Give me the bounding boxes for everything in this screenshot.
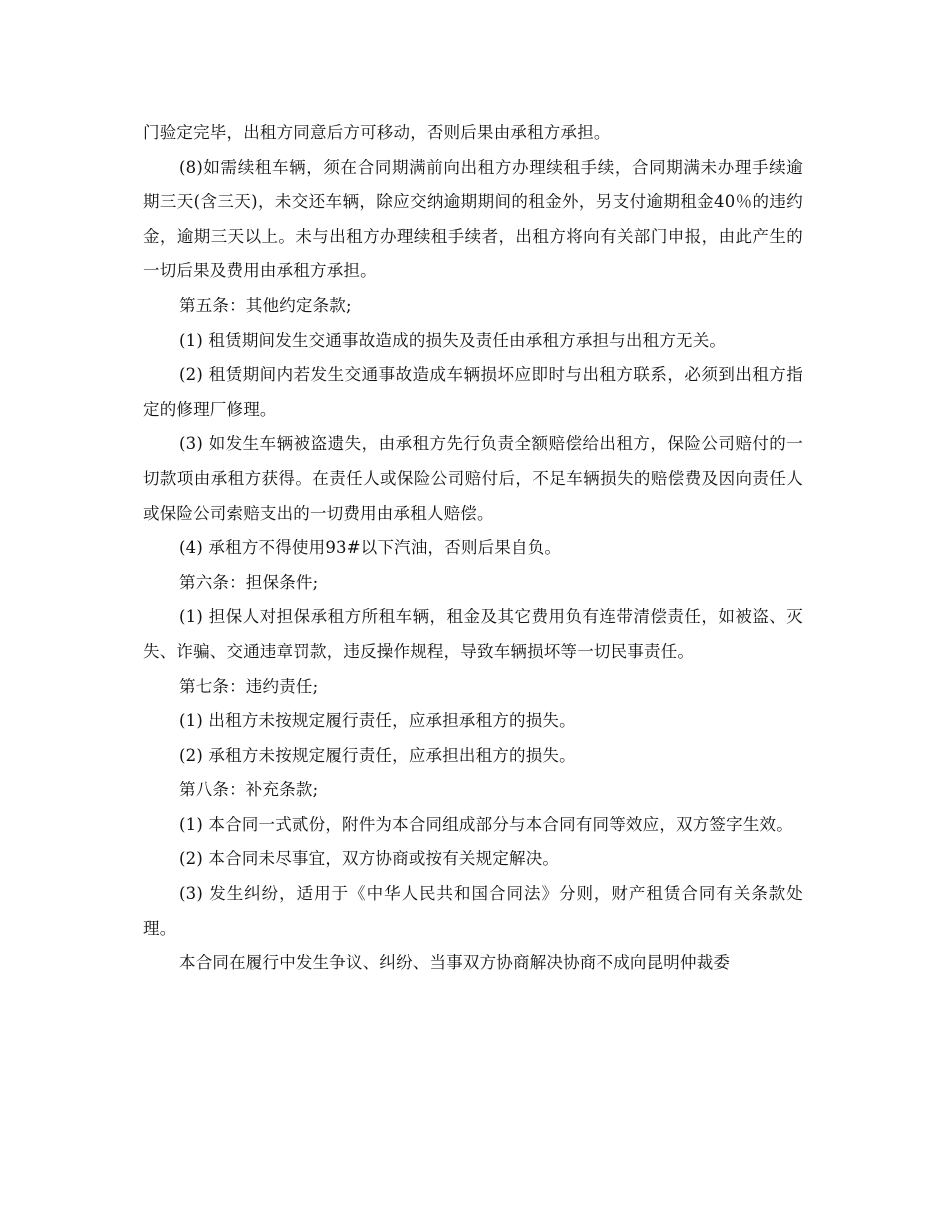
paragraph-5: (3) 如发生车辆被盗遗失，由承租方先行负责全额赔偿给出租方，保险公司赔付的一切款项由承租方获得。在责任人或保险公司赔付后，不足车辆损失的赔偿费及因向责任人或保险公司索赔支出的一切费用由承租人赔偿。: [143, 434, 803, 523]
paragraph-3: (1) 租赁期间发生交通事故造成的损失及责任由承租方承担与出租方无关。: [179, 330, 727, 350]
paragraph-8: (1) 担保人对担保承租方所租车辆，租金及其它费用负有连带清偿责任，如被盗、灭失、诈骗、交通违章罚款，违反操作规程，导致车辆损坏等一切民事责任。: [143, 607, 803, 661]
paragraph-0: 门验定完毕，出租方同意后方可移动，否则后果由承租方承担。: [143, 123, 611, 142]
paragraph-7: 第六条：担保条件;: [179, 572, 319, 592]
paragraph-2: 第五条：其他约定条款;: [179, 295, 352, 315]
paragraph-6: (4) 承租方不得使用93#以下汽油，否则后果自负。: [179, 538, 562, 558]
paragraph-10: (1) 出租方未按规定履行责任，应承担承租方的损失。: [179, 711, 576, 731]
paragraph-14: (2) 本合同未尽事宜，双方协商或按有关规定解决。: [179, 849, 560, 869]
paragraph-11: (2) 承租方未按规定履行责任，应承担出租方的损失。: [179, 745, 576, 765]
paragraph-13: (1) 本合同一式贰份，附件为本合同组成部分与本合同有同等效应，双方签字生效。: [179, 814, 793, 834]
contract-text-body: [143, 116, 803, 981]
paragraph-9: 第七条：违约责任;: [179, 676, 319, 696]
paragraph-1: (8)如需续租车辆，须在合同期满前向出租方办理续租手续，合同期满未办理手续逾期三天(含三天)，未交还车辆，除应交纳逾期期间的租金外，另支付逾期租金40％的违约金，逾期三天以上。未与出租方办理续租手续者，出租方将向有关部门申报，由此产生的一切后果及费用由承租方承担。: [143, 157, 803, 281]
paragraph-16: 本合同在履行中发生争议、纠纷、当事双方协商解决协商不成向昆明仲裁委: [179, 953, 731, 973]
paragraph-15: (3) 发生纠纷，适用于《中华人民共和国合同法》分则，财产租赁合同有关条款处理。: [143, 884, 803, 938]
paragraph-4: (2) 租赁期间内若发生交通事故造成车辆损坏应即时与出租方联系，必须到出租方指定的修理厂修理。: [143, 365, 803, 419]
paragraph-12: 第八条：补充条款;: [179, 780, 319, 800]
